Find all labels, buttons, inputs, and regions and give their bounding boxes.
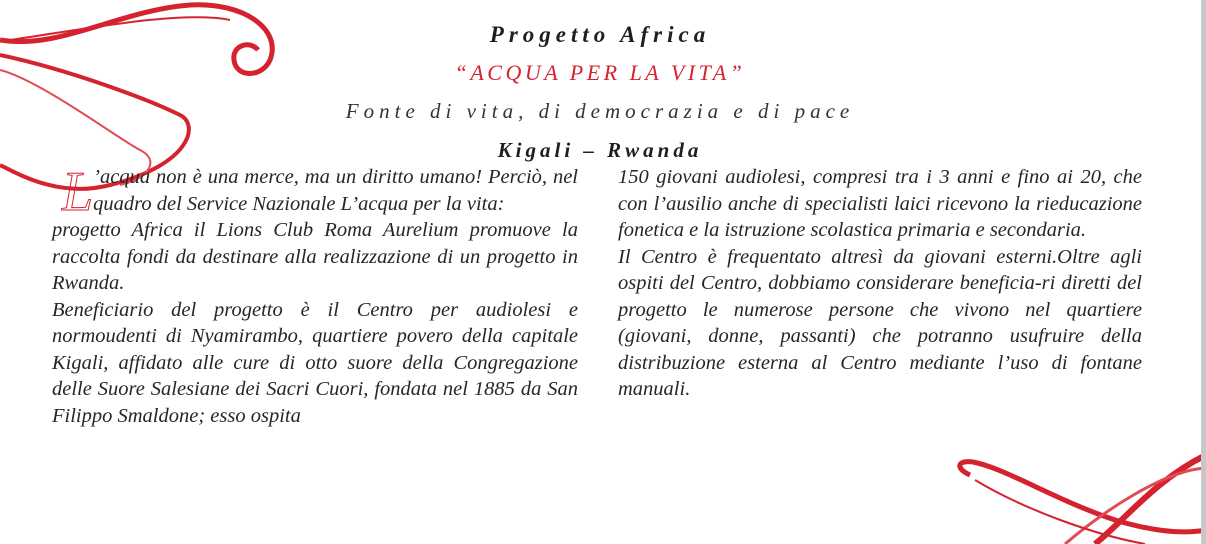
- paragraph: progetto Africa il Lions Club Roma Aurelium promuove la raccolta fondi da destinare alla realizzazione di un progetto in Rwanda.: [52, 219, 578, 294]
- dropcap-letter: L: [62, 161, 94, 223]
- page-right-border: [1201, 0, 1206, 544]
- left-column: [52, 161, 578, 429]
- page-tagline: Fonte di vita, di democrazia e di pace: [345, 99, 855, 123]
- paragraph: [52, 161, 578, 223]
- ribbon-bottom-right-decoration: [945, 440, 1206, 544]
- right-column: [618, 164, 1142, 403]
- paragraph: Il Centro è frequentato altresì da giovani esterni.Oltre agli ospiti del Centro, dobbiamo considerare beneficia-ri diretti del progetto le numerose persone che vivono nel quartiere (giovani, donne, passanti) che potranno usufruire della distribuzione esterna al Centro mediante l’uso di fontane manuali.: [618, 245, 1142, 400]
- page-subtitle: “ACQUA PER LA VITA”: [454, 60, 746, 85]
- paragraph-text: ’acqua non è una merce, ma un diritto umano! Perciò, nel quadro del Service Nazionale L’acqua per la vita:: [93, 166, 578, 215]
- page-location: Kigali – Rwanda: [497, 138, 703, 162]
- paragraph: 150 giovani audiolesi, compresi tra i 3 anni e fino ai 20, che con l’ausilio anche di specialisti laici ricevono la rieducazione fonetica e la istruzione scolastica primaria e secondaria.: [618, 166, 1142, 241]
- page-title: Progetto Africa: [489, 22, 711, 47]
- paragraph: Beneficiario del progetto è il Centro per audiolesi e normoudenti di Nyamirambo, quartiere povero della capitale Kigali, affidato alle cure di otto suore della Congregazione delle Suore Salesiane dei Sacri Cuori, fondata nel 1885 da San Filippo Smaldone; esso ospita: [52, 298, 578, 427]
